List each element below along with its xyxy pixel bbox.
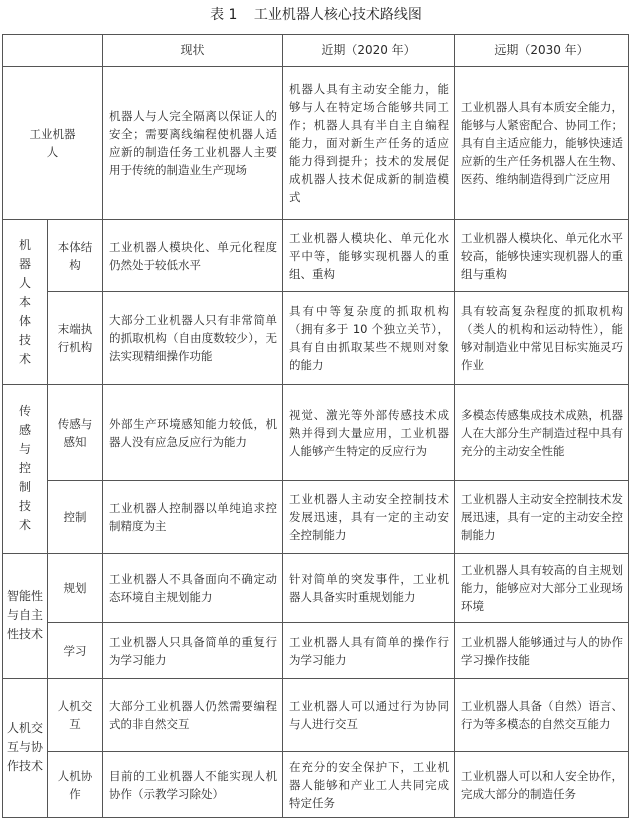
cell-far: 工业机器人具有本质安全能力，能够与人紧密配合、协同工作；具有自主适应能力，能够快速适应新的生产任务机器人在生物、医药、维纳制造得到广泛应用 bbox=[455, 66, 629, 220]
sub-learning: 学习 bbox=[48, 623, 103, 678]
group-intelligence: 智能性与自主性技术 bbox=[3, 553, 48, 678]
group-sensing-control: 传感与控制技术 bbox=[3, 385, 48, 554]
cell-far: 工业机器人模块化、单元化水平较高，能够快速实现机器人的重组与重构 bbox=[455, 220, 629, 292]
sub-control: 控制 bbox=[48, 481, 103, 554]
cell-near: 视觉、激光等外部传感技术成熟并得到大量应用，工业机器人能够产生特定的反应行为 bbox=[283, 385, 455, 481]
cell-far: 工业机器人能够通过与人的协作学习操作技能 bbox=[455, 623, 629, 678]
table-row bbox=[3, 385, 629, 481]
cell-near: 针对简单的突发事件，工业机器人具备实时重规划能力 bbox=[283, 553, 455, 623]
sub-collaboration: 人机协作 bbox=[48, 752, 103, 818]
sub-sensing: 传感与感知 bbox=[48, 385, 103, 481]
table-row bbox=[3, 66, 629, 220]
sub-end-effector: 末端执行机构 bbox=[48, 291, 103, 384]
cell-near: 在充分的安全保护下，工业机器人能够和产业工人共同完成特定任务 bbox=[283, 752, 455, 818]
cell-far: 工业机器人可以和人安全协作，完成大部分的制造任务 bbox=[455, 752, 629, 818]
sub-body-structure: 本体结构 bbox=[48, 220, 103, 292]
cell-far: 多模态传感集成技术成熟，机器人在大部分生产制造过程中具有充分的主动安全性能 bbox=[455, 385, 629, 481]
cell-current: 工业机器人只具备简单的重复行为学习能力 bbox=[103, 623, 283, 678]
cell-current: 大部分工业机器人只有非常简单的抓取机构（自由度数较少），无法实现精细操作功能 bbox=[103, 291, 283, 384]
table-row bbox=[3, 623, 629, 678]
cell-current: 目前的工业机器人不能实现人机协作（示教学习除处） bbox=[103, 752, 283, 818]
table-row bbox=[3, 220, 629, 292]
table-row bbox=[3, 752, 629, 818]
cell-near: 工业机器人具有简单的操作行为学习能力 bbox=[283, 623, 455, 678]
header-current: 现状 bbox=[103, 35, 283, 67]
cell-current: 外部生产环境感知能力较低，机器人没有应急反应行为能力 bbox=[103, 385, 283, 481]
cell-current: 机器人与人完全隔离以保证人的安全；需要离线编程使机器人适应新的制造任务工业机器人主要用于传统的制造业生产现场 bbox=[103, 66, 283, 220]
cell-near: 工业机器人主动安全控制技术发展迅速，具有一定的主动安全控制能力 bbox=[283, 481, 455, 554]
table-title bbox=[0, 0, 632, 34]
header-row bbox=[3, 35, 629, 67]
category-industrial-robot: 工业机器人 bbox=[3, 66, 103, 220]
cell-current: 工业机器人模块化、单元化程度仍然处于较低水平 bbox=[103, 220, 283, 292]
table-row bbox=[3, 553, 629, 623]
cell-far: 具有较高复杂程度的抓取机构（类人的机构和运动特性），能够对制造业中常见目标实施灵巧作业 bbox=[455, 291, 629, 384]
cell-near: 具有中等复杂度的抓取机构（拥有多于 10 个独立关节），具有自由抓取某些不规则对象的能力 bbox=[283, 291, 455, 384]
roadmap-table bbox=[2, 34, 629, 818]
table-row bbox=[3, 481, 629, 554]
group-body-tech: 机器人本体技术 bbox=[3, 220, 48, 385]
cell-far: 工业机器人具备（自然）语言、行为等多模态的自然交互能力 bbox=[455, 678, 629, 752]
cell-near: 工业机器人可以通过行为协同与人进行交互 bbox=[283, 678, 455, 752]
header-far: 远期（2030 年） bbox=[455, 35, 629, 67]
table-row bbox=[3, 678, 629, 752]
cell-far: 工业机器人主动安全控制技术发展迅速，具有一定的主动安全控制能力 bbox=[455, 481, 629, 554]
sub-interaction: 人机交互 bbox=[48, 678, 103, 752]
sub-planning: 规划 bbox=[48, 553, 103, 623]
cell-far: 工业机器人具有较高的自主规划能力，能够应对大部分工业现场环境 bbox=[455, 553, 629, 623]
cell-near: 机器人具有主动安全能力，能够与人在特定场合能够共同工作；机器人具有半自主自编程能力，面对新生产任务的适应能力得到提升；技术的发展促成机器人技术促成新的制造模式 bbox=[283, 66, 455, 220]
table-number: 表 1 bbox=[210, 7, 238, 23]
cell-near: 工业机器人模块化、单元化水平中等，能够实现机器人的重组、重构 bbox=[283, 220, 455, 292]
cell-current: 工业机器人不具备面向不确定动态环境自主规划能力 bbox=[103, 553, 283, 623]
table-row bbox=[3, 291, 629, 384]
cell-current: 大部分工业机器人仍然需要编程式的非自然交互 bbox=[103, 678, 283, 752]
header-blank bbox=[3, 35, 103, 67]
table-caption: 工业机器人核心技术路线图 bbox=[253, 7, 422, 23]
header-near: 近期（2020 年） bbox=[283, 35, 455, 67]
group-hri: 人机交互与协作技术 bbox=[3, 678, 48, 817]
cell-current: 工业机器人控制器以单纯追求控制精度为主 bbox=[103, 481, 283, 554]
